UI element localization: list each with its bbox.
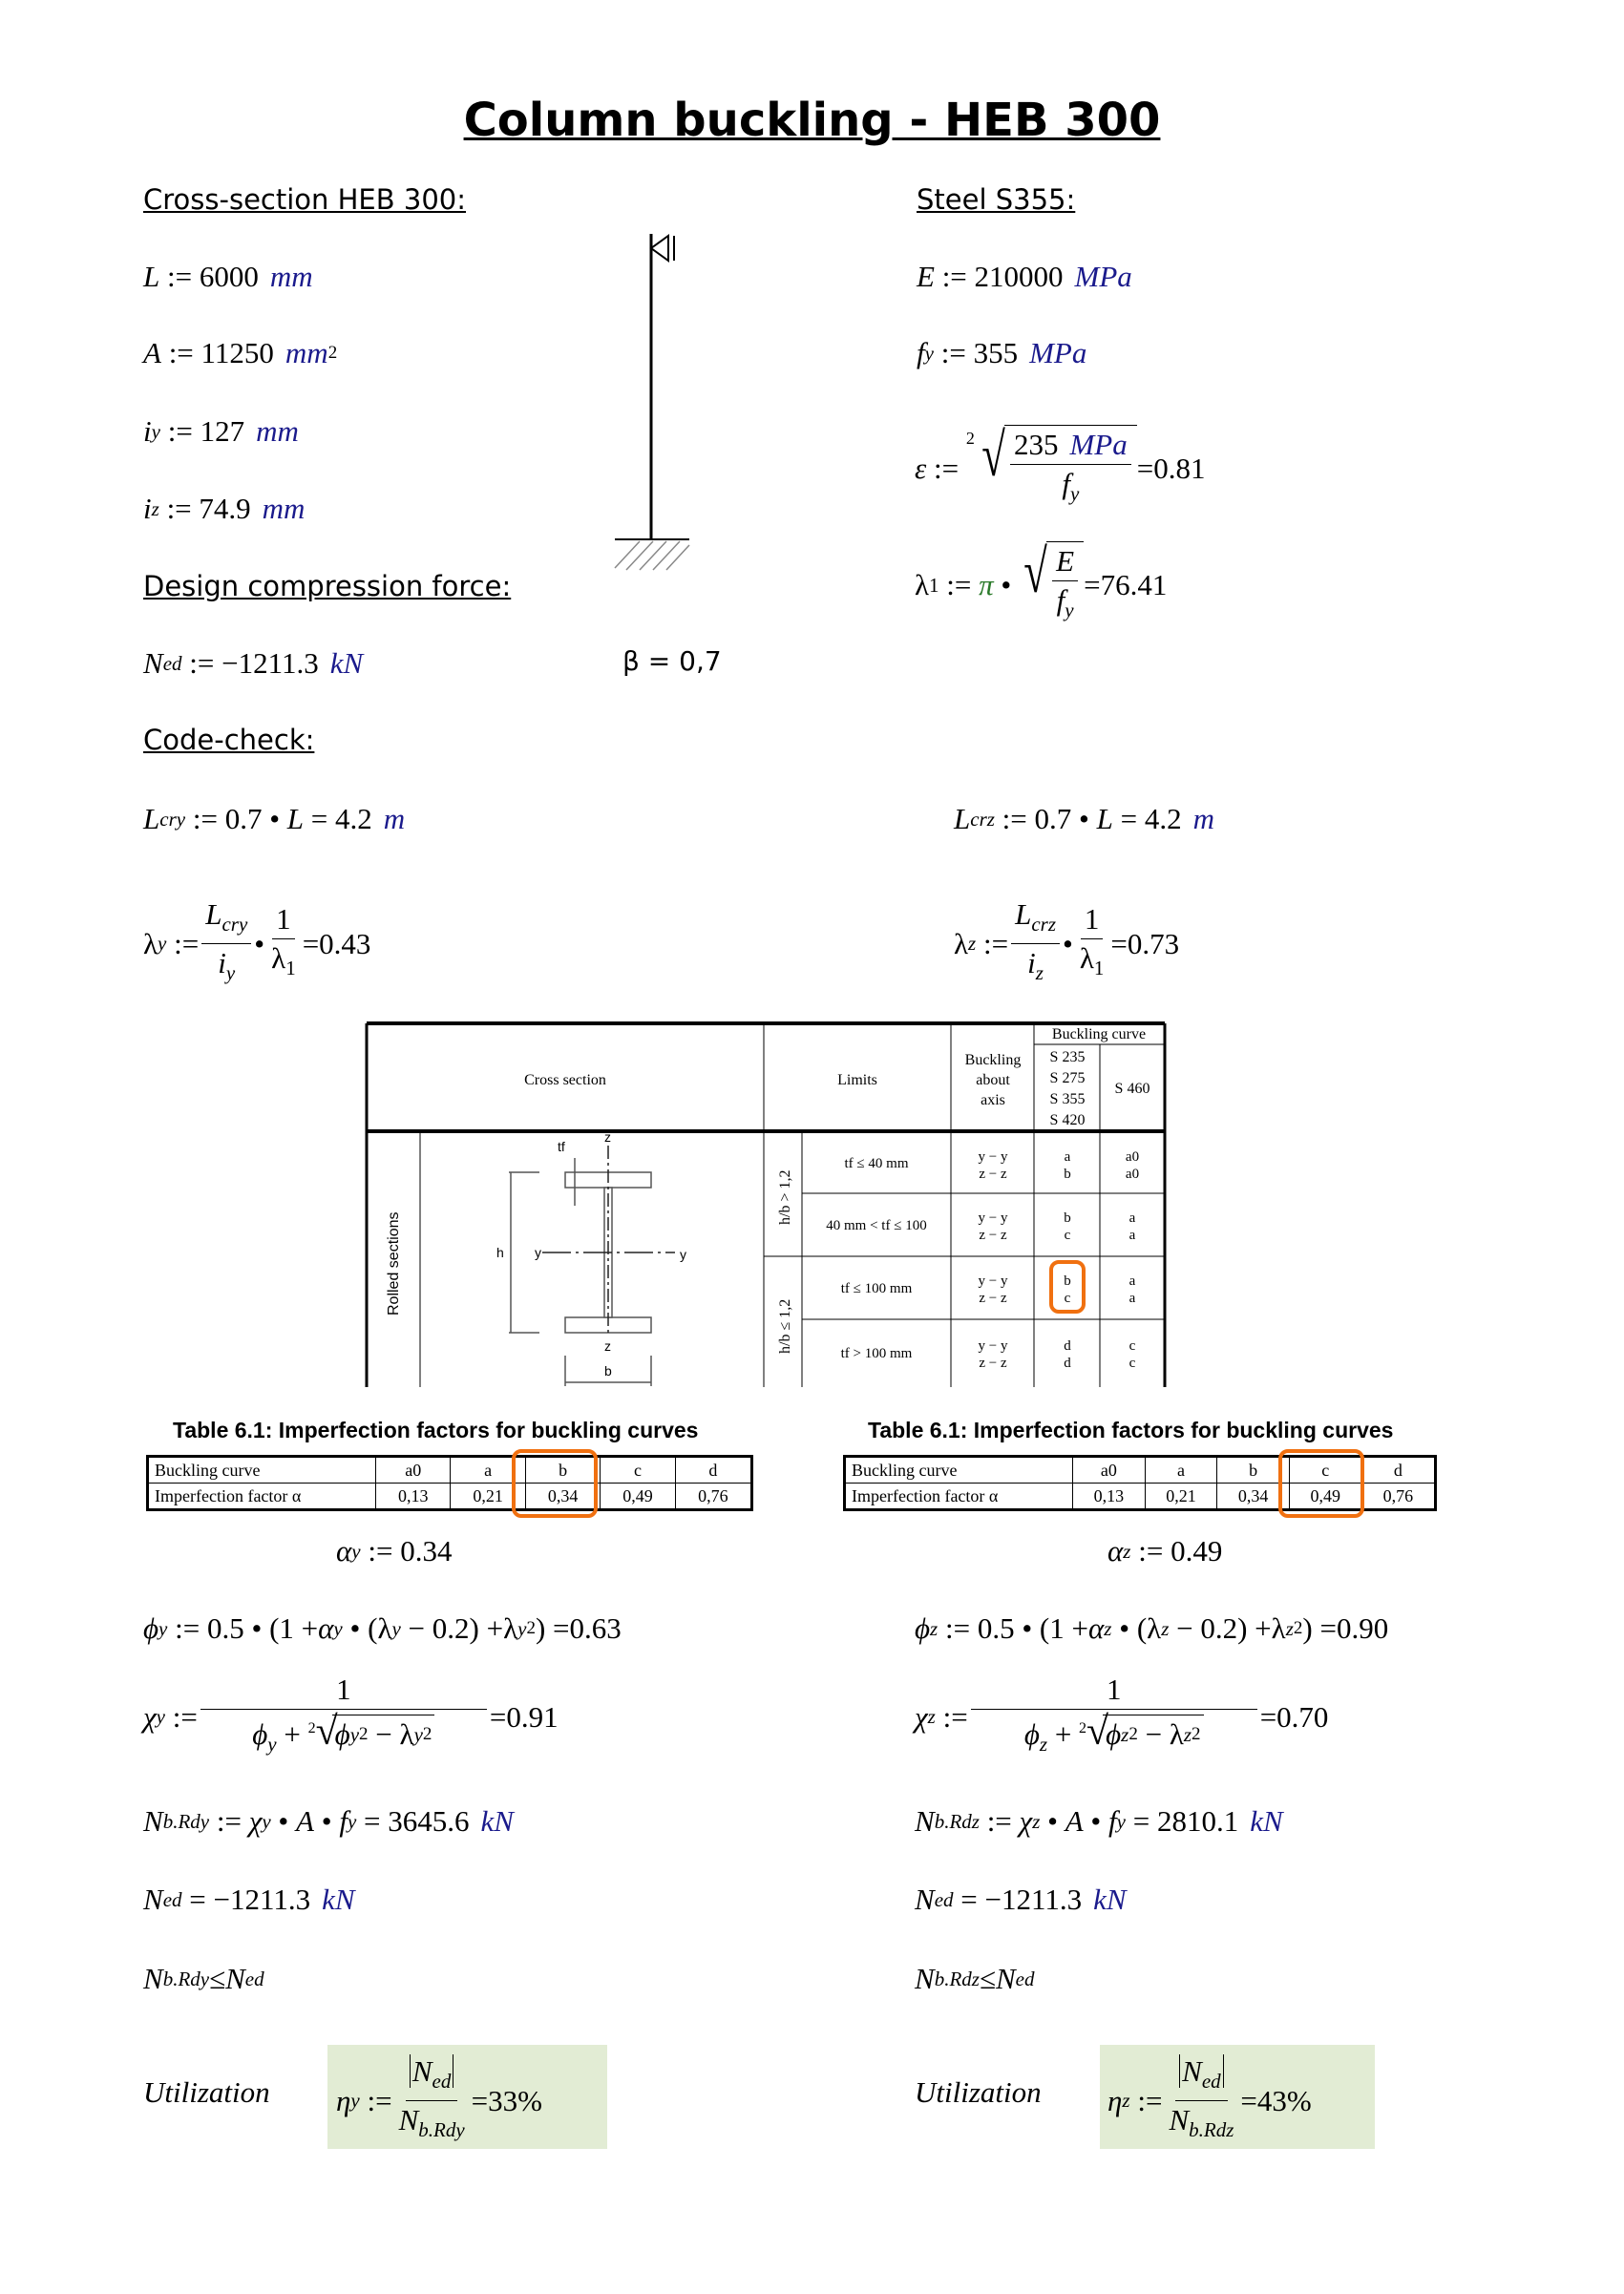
table-cell-text: a [1128,1210,1136,1226]
header-axis-2: about [976,1072,1010,1088]
highlight-box [512,1449,598,1518]
cell: a0 [1073,1457,1146,1484]
header-axis-3: axis [981,1092,1005,1108]
row-limit: tf > 100 mm [840,1346,913,1361]
table-rows [826,1149,1139,1371]
cell: 0,21 [451,1484,525,1510]
label-y-left: y [535,1245,541,1260]
table-cell-text: a [1128,1228,1136,1243]
table-cell-text: y − y [978,1273,1008,1289]
cell: 0,76 [1361,1484,1435,1510]
formula-L: L := 6000 mm [143,260,313,293]
label-y-right: y [680,1247,686,1262]
formula-lambda1: λ 1 := π • √ $\frac{E}{f_y}$ = 76.41 [915,541,1167,629]
heading-design-force: Design compression force: [143,570,512,602]
table-cell-text: d [1064,1356,1071,1371]
formula-iy: i y := 127 mm [143,414,299,448]
table-cell-text: a0 [1125,1167,1140,1182]
utilization-label-y: Utilization [143,2075,270,2109]
table-cell-text: y − y [978,1210,1008,1226]
header-s460: S 460 [1114,1081,1150,1097]
cell: 0,34 [1217,1484,1290,1510]
table-cell-text: a [1128,1291,1136,1306]
label-z-bottom: z [604,1338,611,1354]
page-title: Column buckling - HEB 300 [463,94,1161,147]
utilization-label-z: Utilization [915,2075,1042,2109]
formula-epsilon: ε := 2 √ $\frac{\text{235 MPa}}{f_y}$ = 0.81 [915,425,1205,513]
highlight-box [1278,1449,1364,1518]
row-limit: tf ≤ 40 mm [844,1156,909,1171]
ground-hatch [615,541,689,570]
rolled-sections-label: Rolled sections [386,1211,402,1315]
formula-E: E := 210000 MPa [917,260,1132,293]
cell: 0,49 [1289,1484,1361,1510]
cell: 0,13 [1073,1484,1146,1510]
cell: a [451,1457,525,1484]
radical-icon: √ [1023,537,1047,605]
formula-utilization-z: η z := $\frac{N_{ed}}{N_{b.Rdz}}$ = 43% [1107,2054,1312,2141]
table-cell-text: c [1064,1291,1071,1306]
radical-icon: √ [981,421,1005,489]
header-s235: S 235 [1049,1049,1086,1065]
cell: Imperfection factor α [845,1484,1073,1510]
formula-iz: i z := 74.9 mm [143,492,306,525]
beta-label: β = 0,7 [622,645,722,677]
formula-Ned-z: N ed = −1211.3 kN [915,1883,1127,1916]
formula-A: A := 11250 mm 2 [143,336,338,369]
label-z-top: z [604,1129,611,1145]
hb-label-2: h/b ≤ 1,2 [777,1298,793,1354]
label-b: b [604,1363,612,1379]
table-cell-text: z − z [979,1228,1007,1243]
header-limits: Limits [837,1072,877,1088]
row-limit: tf ≤ 100 mm [840,1281,913,1296]
cell: c [601,1457,675,1484]
pin-support-icon [651,236,668,261]
formula-Lcry: L cry := 0.7 • L = 4.2 m [143,802,406,835]
imperfection-table-title-z: Table 6.1: Imperfection factors for buckling curves [868,1418,1394,1442]
cell: d [675,1457,751,1484]
cell: d [1361,1457,1435,1484]
cell: 0,49 [601,1484,675,1510]
label-tf: tf [558,1139,565,1154]
cell: b [525,1457,600,1484]
table-cell-text: y − y [978,1338,1008,1354]
formula-chi-y: χ y := 1 $\phi_y + ^2√$ ϕ y 2 − λ y 2 = 0.91 [143,1673,559,1756]
cell: a [1145,1457,1217,1484]
i-section-icon [509,1146,675,1386]
table-cell-text: z − z [979,1291,1007,1306]
imperfection-table-title-y: Table 6.1: Imperfection factors for buckling curves [173,1418,699,1442]
heading-code-check: Code-check: [143,724,315,756]
header-cross-section: Cross section [524,1072,606,1088]
formula-phi-z: ϕ z := 0.5 • (1 + α z • ( λ z − 0.2) + λ z 2 ) = 0.90 [915,1611,1389,1645]
table-cell-text: z − z [979,1356,1007,1371]
header-s275: S 275 [1049,1070,1086,1086]
formula-lambda-y: λ y := $\frac{L_{cry}}{i_y}$ • $\frac{1}{\lambda_1}$ = 0.43 [143,897,371,984]
check-y: N b.Rdy ≤ N ed [143,1962,264,1995]
formula-NbRdz: N b.Rdz := χ z • A • f y = 2810.1 kN [915,1804,1283,1838]
header-s420: S 420 [1049,1112,1086,1128]
hb-label-1: h/b > 1,2 [777,1169,793,1225]
table-cell-text: c [1064,1228,1071,1243]
cell: a0 [376,1457,451,1484]
label-h: h [496,1245,504,1260]
row-limit: 40 mm < tf ≤ 100 [826,1218,927,1233]
cell: b [1217,1457,1290,1484]
formula-utilization-y: η y := $\frac{N_{ed}}{N_{b.Rdy}}$ = 33% [336,2054,542,2141]
formula-Ned-y: N ed = −1211.3 kN [143,1883,355,1916]
cell: 0,76 [675,1484,751,1510]
header-axis-1: Buckling [964,1052,1022,1068]
cell: Buckling curve [845,1457,1073,1484]
table-cell-text: b [1064,1210,1071,1226]
table-cell-text: z − z [979,1167,1007,1182]
formula-Ned: N ed := −1211.3 kN [143,646,364,680]
formula-Lcrz: L crz := 0.7 • L = 4.2 m [954,802,1215,835]
cell: Buckling curve [148,1457,376,1484]
cell: c [1289,1457,1361,1484]
formula-NbRdy: N b.Rdy := χ y • A • f y = 3645.6 kN [143,1804,514,1838]
table-cell-text: y − y [978,1149,1008,1165]
table-cell-text: a [1064,1149,1071,1165]
imperfection-table-y [146,1455,753,1511]
formula-phi-y: ϕ y := 0.5 • (1 + α y • ( λ y − 0.2) + λ y 2 ) = 0.63 [143,1611,622,1645]
buckling-curve-selection-table [363,1020,1170,1392]
table-cell-text: c [1128,1356,1136,1371]
heading-cross-section: Cross-section HEB 300: [143,183,466,216]
table-cell-text: d [1064,1338,1071,1354]
cell: 0,21 [1145,1484,1217,1510]
formula-alpha-z: α z := 0.49 [1107,1534,1223,1568]
formula-alpha-y: α y := 0.34 [336,1534,453,1568]
table-cell-text: c [1128,1338,1136,1354]
column-diagram [601,224,726,587]
sqrt: 2 √ $\frac{\text{235 MPa}}{f_y}$ [966,425,1137,513]
table-cell-text: b [1064,1167,1071,1182]
cell: 0,34 [525,1484,600,1510]
table-cell-text: b [1064,1273,1071,1289]
heading-steel: Steel S355: [917,183,1076,216]
formula-fy: f y := 355 MPa [917,336,1087,369]
cell: Imperfection factor α [148,1484,376,1510]
table-cell-text: a0 [1125,1149,1140,1165]
header-s355: S 355 [1049,1091,1086,1107]
check-z: N b.Rdz ≤ N ed [915,1962,1035,1995]
cell: 0,13 [376,1484,451,1510]
formula-chi-z: χ z := 1 $\phi_z + ^2√$ ϕ z 2 − λ z 2 = 0.70 [915,1673,1329,1756]
header-buckling-curve: Buckling curve [1051,1026,1147,1042]
table-cell-text: a [1128,1273,1136,1289]
formula-lambda-z: λ z := $\frac{L_{crz}}{i_z}$ • $\frac{1}{\lambda_1}$ = 0.73 [954,897,1180,984]
